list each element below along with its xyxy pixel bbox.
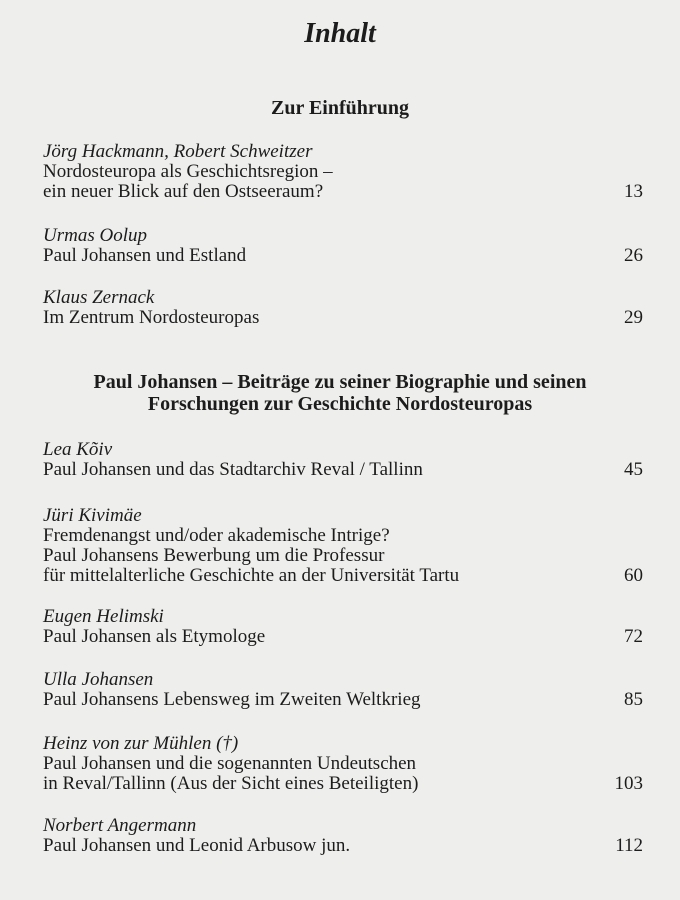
entry-title-line: für mittelalterliche Geschichte an der Universität Tartu — [43, 565, 460, 586]
entry-title-line: Im Zentrum Nordosteuropas — [43, 307, 260, 328]
entry-title-line: Paul Johansen und die sogenannten Undeutschen — [43, 753, 417, 774]
entry-author: Lea Kõiv — [43, 439, 113, 460]
entry-author: Jüri Kivimäe — [43, 505, 142, 526]
entry-page-number: 112 — [615, 835, 643, 856]
entry-author: Eugen Helimski — [43, 606, 164, 627]
section-heading-line: Paul Johansen – Beiträge zu seiner Biographie und seinen — [93, 371, 587, 393]
entry-title-line: Paul Johansen und Leonid Arbusow jun. — [43, 835, 351, 856]
page-title: Inhalt — [304, 18, 376, 49]
entry-title-line: Paul Johansen und Estland — [43, 245, 247, 266]
entry-page-number: 60 — [624, 565, 643, 586]
entry-title-line: Paul Johansens Bewerbung um die Professur — [43, 545, 385, 566]
entry-author: Ulla Johansen — [43, 669, 154, 690]
entry-title-line: Fremdenangst und/oder akademische Intrige? — [43, 525, 390, 546]
entry-title-line: Nordosteuropa als Geschichtsregion – — [43, 161, 333, 182]
entry-title-line: Paul Johansen und das Stadtarchiv Reval / Tallinn — [43, 459, 423, 480]
entry-page-number: 26 — [624, 245, 643, 266]
entry-page-number: 85 — [624, 689, 643, 710]
section-heading-line: Forschungen zur Geschichte Nordosteuropas — [147, 393, 533, 415]
section-heading-line: Zur Einführung — [270, 97, 410, 119]
entry-title-line: ein neuer Blick auf den Ostseeraum? — [43, 181, 324, 202]
toc-entry — [43, 506, 643, 586]
entry-title-line: Paul Johansen als Etymologe — [43, 626, 266, 647]
toc-entry — [43, 288, 643, 328]
toc-entry — [43, 440, 643, 480]
entry-page-number: 13 — [624, 181, 643, 202]
toc-entry — [43, 670, 643, 710]
entry-title-line: Paul Johansens Lebensweg im Zweiten Weltkrieg — [43, 689, 421, 710]
toc-entry — [43, 226, 643, 266]
toc-entry — [43, 142, 643, 202]
entry-page-number: 72 — [624, 626, 643, 647]
entry-page-number: 45 — [624, 459, 643, 480]
toc-entry — [43, 734, 643, 794]
toc-entry — [43, 816, 643, 856]
section-heading-paul-johansen — [20, 371, 660, 415]
entry-title-line: in Reval/Tallinn (Aus der Sicht eines Beteiligten) — [43, 773, 419, 794]
entry-author: Urmas Oolup — [43, 225, 147, 246]
entry-author: Heinz von zur Mühlen (†) — [43, 733, 239, 754]
entry-author: Klaus Zernack — [43, 287, 155, 308]
section-heading-introduction — [20, 97, 660, 119]
entry-page-number: 29 — [624, 307, 643, 328]
toc-entry — [43, 607, 643, 647]
entry-author: Jörg Hackmann, Robert Schweitzer — [43, 141, 313, 162]
entry-page-number: 103 — [614, 773, 643, 794]
entry-author: Norbert Angermann — [43, 815, 197, 836]
